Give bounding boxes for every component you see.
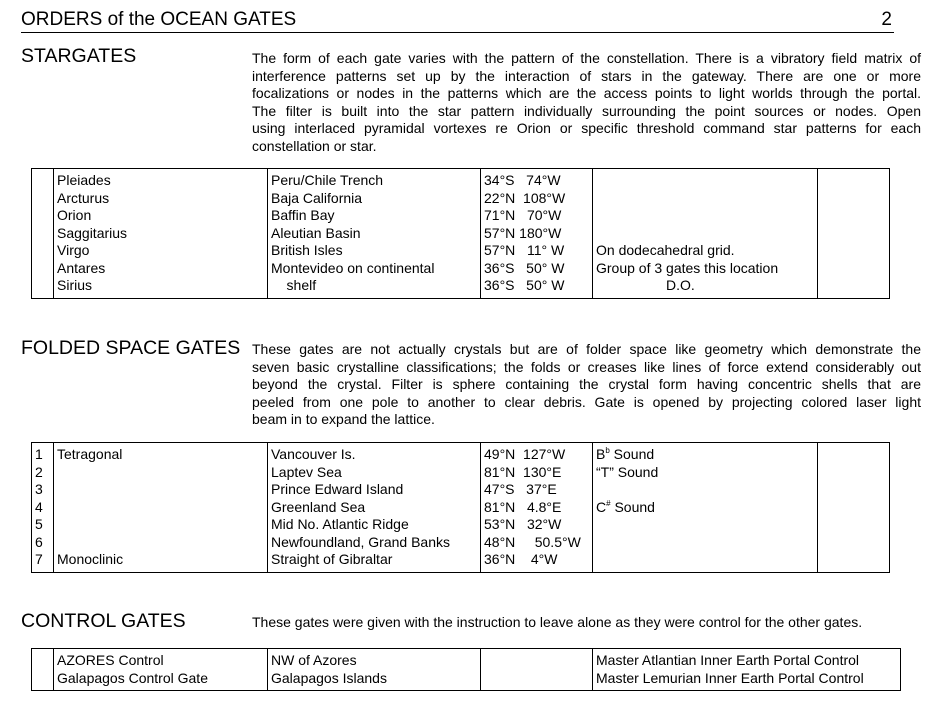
coordinates: 81°N 130°E [484, 463, 562, 480]
gate-name-column [54, 649, 268, 691]
row-number [35, 652, 53, 670]
folded-space-gates-heading: FOLDED SPACE GATES [21, 337, 241, 359]
sound-note [596, 446, 817, 464]
row-number [35, 242, 53, 260]
sound-note [596, 464, 817, 482]
crystal-class [57, 516, 267, 534]
description-line: These gates are not actually crystals but are of folder space like geometry which demonstrate the [252, 341, 921, 357]
coordinates: 81°N 4.8°E [484, 498, 562, 515]
table-row [32, 169, 890, 299]
description-line: using interlaced pyramidal vortexes re Orion or specific threshold command star patterns for each [252, 120, 921, 136]
notes-column [593, 649, 901, 691]
control-gates-heading: CONTROL GATES [21, 610, 186, 632]
row-number [35, 190, 53, 208]
location: Galapagos Islands [271, 669, 387, 686]
location: Greenland Sea [271, 498, 366, 515]
location: Straight of Gibraltar [271, 551, 393, 567]
star-name: Sirius [57, 277, 93, 293]
sound-note [596, 481, 817, 499]
description-line: The filter is built into the star pattern individually surrounding the point sources or nodes. Open [252, 102, 921, 119]
sound-note [596, 516, 817, 534]
coordinates: 22°N 108°W [484, 189, 566, 206]
row-number: 4 [35, 498, 43, 515]
coordinates: 34°S 74°W [484, 172, 561, 188]
coordinates [484, 670, 592, 688]
note [596, 172, 817, 190]
crystal-class [57, 534, 267, 552]
location: shelf [271, 277, 317, 293]
description-line: focalizations or nodes in the patterns which are the access points to light worlds through the portal. [252, 85, 921, 101]
stargates-heading: STARGATES [21, 45, 137, 67]
crystal-class: Tetragonal [57, 446, 123, 462]
description-line: beam in to expand the lattice. [252, 411, 435, 427]
accidental: # [606, 498, 611, 508]
coordinates: 47°S 37°E [484, 481, 557, 497]
crystal-class-column [54, 443, 268, 573]
coordinates: 49°N 127°W [484, 446, 566, 462]
number-column [32, 169, 54, 299]
number-column [32, 649, 54, 691]
coordinates: 36°S 50° W [484, 259, 565, 276]
stargates-description [252, 50, 921, 155]
coordinates: 48°N 50.5°W [484, 533, 581, 550]
location-column [268, 169, 481, 299]
coordinates-column [481, 649, 593, 691]
notes-column [593, 169, 818, 299]
coordinates: 53°N 32°W [484, 516, 562, 532]
control-gates-description [252, 614, 932, 632]
row-number [35, 207, 53, 225]
note: Master Atlantian Inner Earth Portal Control [596, 652, 860, 668]
row-number: 7 [35, 551, 43, 567]
star-name: Saggitarius [57, 224, 128, 241]
description-line: beyond the crystal. Filter is sphere containing the crystal form having concentric shells that are [252, 376, 921, 392]
row-number: 6 [35, 533, 43, 550]
note: On dodecahedral grid. [596, 242, 735, 258]
star-name: Antares [57, 259, 106, 276]
star-name: Pleiades [57, 172, 111, 188]
note [596, 190, 817, 208]
description-line: The form of each gate varies with the pattern of the constellation. There is a vibratory field matrix of [252, 50, 921, 66]
note [596, 207, 817, 225]
star-name: Arcturus [57, 189, 110, 206]
location: Baffin Bay [271, 207, 335, 223]
gate-name: AZORES Control [57, 652, 164, 668]
page-number: 2 [881, 9, 892, 30]
row-number [35, 670, 53, 688]
page-header [21, 9, 894, 33]
location: Newfoundland, Grand Banks [271, 533, 450, 550]
folded-space-gates-description [252, 341, 921, 429]
control-gates-table [31, 648, 901, 691]
note: D.O. [596, 277, 695, 293]
number-column [32, 443, 54, 573]
crystal-class [57, 481, 267, 499]
crystal-class [57, 499, 267, 517]
table-row [32, 649, 901, 691]
coordinates-column [481, 169, 593, 299]
note-letter: B [596, 446, 606, 462]
note-letter: “T” Sound [596, 463, 659, 480]
note-letter: C [596, 498, 607, 515]
row-number [35, 260, 53, 278]
description-line: interference patterns set up by the interaction of stars in the gateway. There are one or more [252, 67, 921, 84]
description-line: seven basic crystalline classifications; the folds or creases like lines of force extend considerably out [252, 358, 921, 375]
star-name: Virgo [57, 242, 90, 258]
note-suffix: Sound [610, 498, 655, 515]
row-number: 3 [35, 481, 43, 497]
coordinates-column [481, 443, 593, 573]
star-name: Orion [57, 207, 92, 223]
coordinates: 36°N 4°W [484, 551, 558, 567]
empty-column [818, 169, 890, 299]
description-line: peeled from one pole to another to clear debris. Gate is opened by projecting colored laser light [252, 393, 921, 410]
sound-note [596, 499, 817, 517]
description-line: These gates were given with the instruction to leave alone as they were control for the other gates. [252, 614, 863, 630]
sound-column [593, 443, 818, 573]
row-number: 1 [35, 446, 43, 462]
crystal-class [57, 464, 267, 482]
coordinates [484, 652, 592, 670]
coordinates: 71°N 70°W [484, 207, 562, 223]
table-row [32, 443, 890, 573]
row-number: 5 [35, 516, 43, 532]
star-name-column [54, 169, 268, 299]
page-title: ORDERS of the OCEAN GATES [21, 9, 297, 30]
sound-note [596, 534, 817, 552]
coordinates: 57°N 11° W [484, 242, 565, 258]
empty-column [818, 443, 890, 573]
location-column [268, 443, 481, 573]
location: Peru/Chile Trench [271, 172, 384, 188]
location: Vancouver Is. [271, 446, 356, 462]
crystal-class: Monoclinic [57, 551, 124, 567]
location: Laptev Sea [271, 463, 342, 480]
row-number [35, 225, 53, 243]
stargates-table [31, 168, 890, 299]
location: Montevideo on continental [271, 259, 435, 276]
note: Master Lemurian Inner Earth Portal Control [596, 669, 864, 686]
note-suffix: Sound [609, 446, 655, 462]
coordinates: 57°N 180°W [484, 224, 562, 241]
note: Group of 3 gates this location [596, 259, 779, 276]
location: Mid No. Atlantic Ridge [271, 516, 409, 532]
location-column [268, 649, 481, 691]
sound-note [596, 551, 817, 569]
location: Prince Edward Island [271, 481, 404, 497]
description-line: constellation or star. [252, 137, 377, 154]
row-number: 2 [35, 463, 43, 480]
location: NW of Azores [271, 652, 357, 668]
note [596, 225, 817, 243]
location: British Isles [271, 242, 343, 258]
row-number [35, 172, 53, 190]
accidental: b [605, 446, 610, 455]
row-number [35, 277, 53, 295]
folded-space-gates-table [31, 442, 890, 573]
location: Aleutian Basin [271, 224, 361, 241]
coordinates: 36°S 50° W [484, 277, 565, 293]
location: Baja California [271, 189, 363, 206]
gate-name: Galapagos Control Gate [57, 669, 208, 686]
